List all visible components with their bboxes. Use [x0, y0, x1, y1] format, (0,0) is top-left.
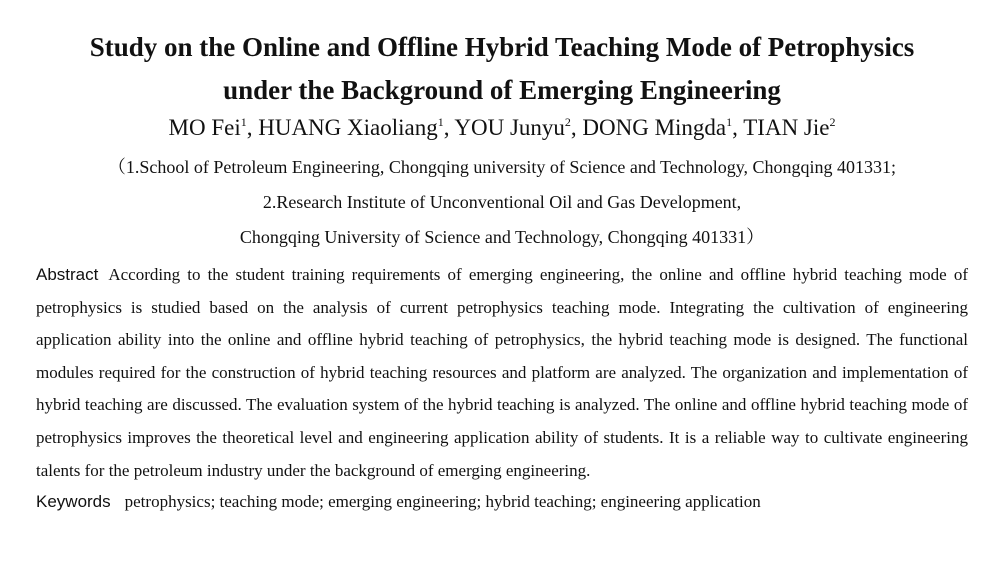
author: MO Fei$^1$,: [168, 115, 259, 140]
author: TIAN Jie$^2$: [743, 115, 836, 140]
author: HUANG Xiaoliang$^1$,: [258, 115, 455, 140]
keywords-text: petrophysics; teaching mode; emerging engineering; hybrid teaching; engineering application: [124, 492, 761, 512]
title-line-2: under the Background of Emerging Engineering: [223, 75, 781, 105]
abstract-label: Abstract: [36, 265, 99, 284]
abstract-paragraph: [36, 259, 968, 487]
affiliation-block: [36, 150, 968, 255]
title-line-1: Study on the Online and Offline Hybrid Teaching Mode of Petrophysics: [89, 32, 915, 62]
paper-title: [36, 26, 968, 112]
affiliation-line-3: Chongqing University of Science and Technology, Chongqing 401331）: [239, 227, 765, 247]
abstract-text: According to the student training requirements of emerging engineering, the online and offline hybrid teaching mode of petrophysics is studied based on the analysis of current petrophysics teaching mode. Integrating the cultivation of engineering application ability into the online and offline hybrid teaching of petrophysics, the hybrid teaching mode is designed. The functional modules required for the construction of hybrid teaching resources and platform are analyzed. The organization and implementation of hybrid teaching are discussed. The evaluation system of the hybrid teaching is analyzed. The online and offline hybrid teaching mode of petrophysics improves the theoretical level and engineering application ability of students. It is a reliable way to cultivate engineering talents for the petroleum industry under the background of emerging engineering.: [36, 265, 968, 480]
affiliation-line-2: 2.Research Institute of Unconventional Oil and Gas Development,: [262, 192, 742, 212]
keywords-paragraph: [36, 487, 968, 517]
author-list: [36, 112, 968, 144]
affiliation-line-1: （1.School of Petroleum Engineering, Chongqing university of Science and Technology, Chongqing 401331;: [107, 157, 897, 177]
author: DONG Mingda$^1$,: [582, 115, 744, 140]
author: YOU Junyu$^2$,: [454, 115, 583, 140]
keywords-label: Keywords: [36, 492, 111, 512]
